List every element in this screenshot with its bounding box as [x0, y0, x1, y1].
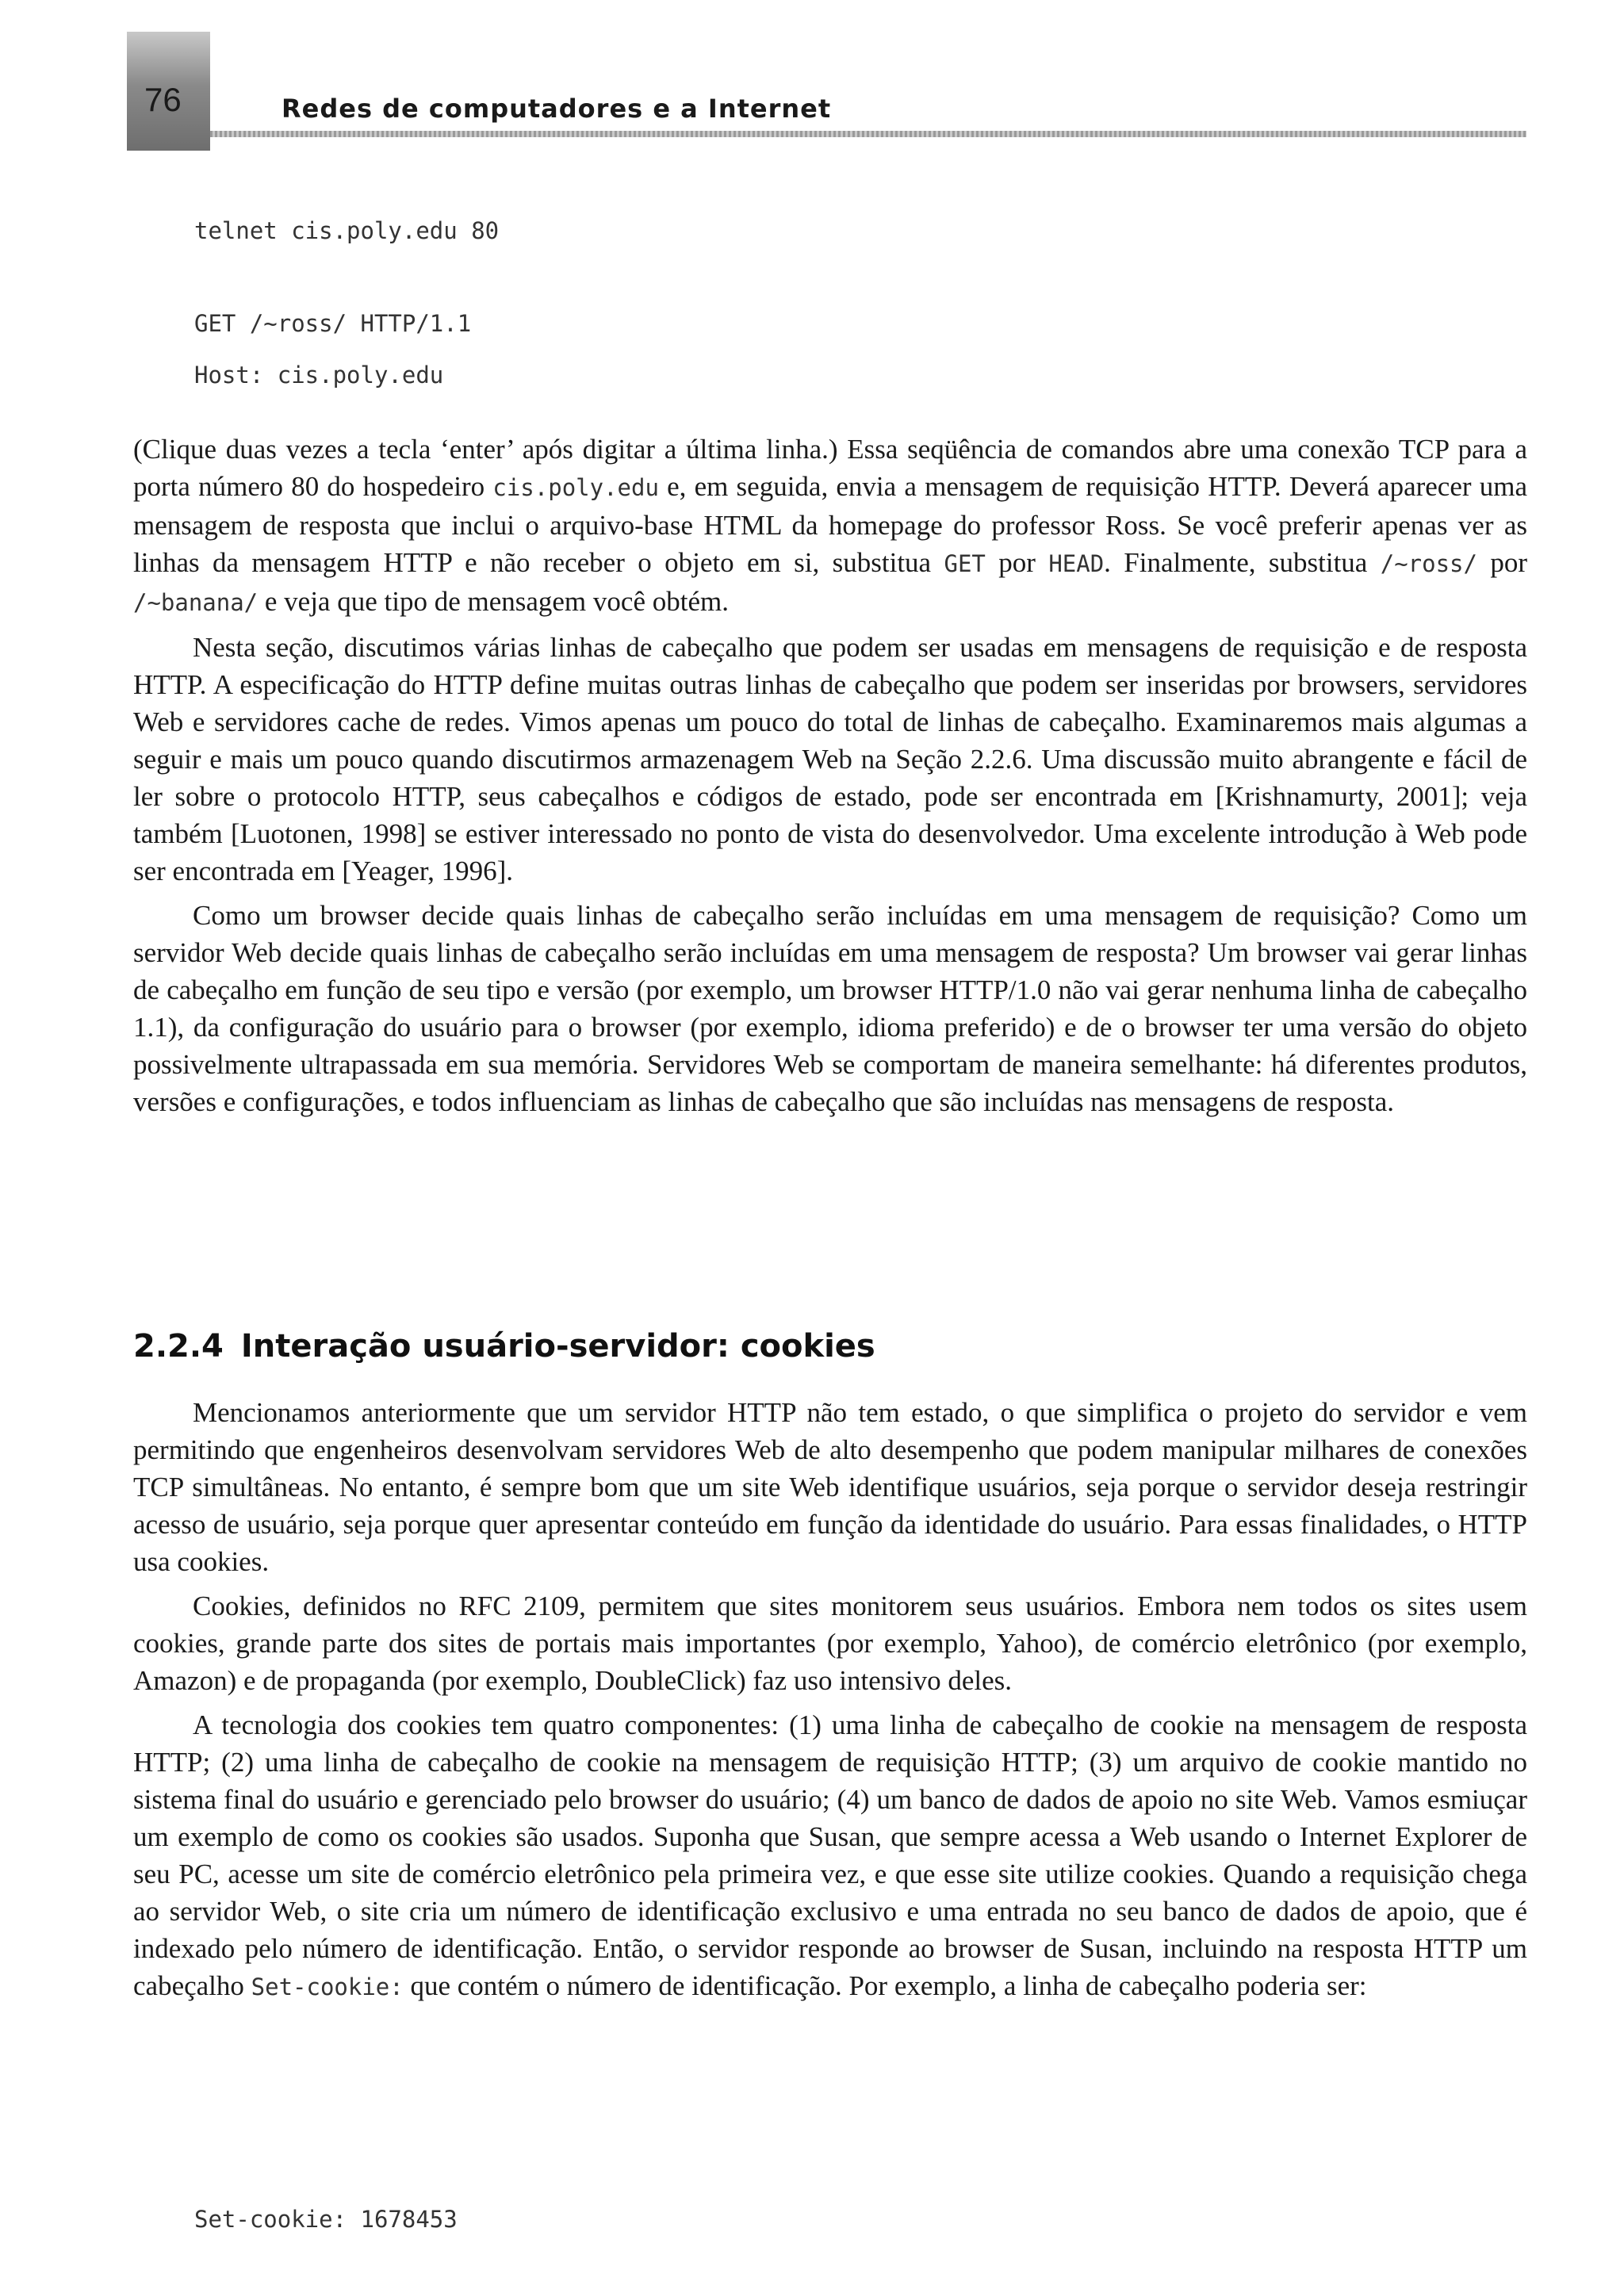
paragraph-telnet-explanation: (Clique duas vezes a tecla ‘enter’ após digitar a última linha.) Essa seqüência de comandos abre uma conexão TCP para a porta número 80 do hospedeiro cis.poly.edu e, em seguida, envia a mensagem de requisição HTTP. Deverá aparecer uma mensagem de resposta que inclui o arquivo-base HTML da homepage do professor Ross. Se você preferir apenas ver as linhas da mensagem HTTP e não receber o objeto em si, substitua GET por HEAD. Finalmente, substitua /~ross/ por /~banana/ e veja que tipo de mensagem você obtém.: [133, 434, 1527, 617]
body-text-upper: [133, 431, 1527, 1127]
paragraph-browser-decides: Como um browser decide quais linhas de cabeçalho serão incluídas em uma mensagem de requisição? Como um servidor Web decide quais linhas de cabeçalho serão incluídas em uma mensagem de resposta? Um browser vai gerar linhas de cabeçalho em função de seu tipo e versão (por exemplo, um browser HTTP/1.0 não vai gerar nenhuma linha de cabeçalho 1.1), da configuração do usuário para o browser (por exemplo, idioma preferido) e de o browser ter uma versão do objeto possivelmente ultrapassada em sua memória. Servidores Web se comportam de maneira semelhante: há diferentes produtos, versões e configurações, e todos influenciam as linhas de cabeçalho que são incluídas nas mensagens de resposta.: [133, 900, 1527, 1117]
code-line-get: GET /~ross/ HTTP/1.1: [194, 310, 472, 337]
section-number: 2.2.4: [133, 1328, 224, 1365]
page-number-tab: [127, 32, 210, 151]
paragraph-header-lines: Nesta seção, discutimos várias linhas de cabeçalho que podem ser usadas em mensagens de requisição e de resposta HTTP. A especificação do HTTP define muitas outras linhas de cabeçalho que podem ser inseridas por browsers, servidores Web e servidores cache de redes. Vimos apenas um pouco do total de linhas de cabeçalho. Examinaremos mais algumas a seguir e mais um pouco quando discutirmos armazenagem Web na Seção 2.2.6. Uma discussão muito abrangente e fácil de ler sobre o protocolo HTTP, seus cabeçalhos e códigos de estado, pode ser encontrada em [Krishnamurty, 2001]; veja também [Luotonen, 1998] se estiver interessado no ponto de vista do desenvolvedor. Uma excelente introdução à Web pode ser encontrada em [Yeager, 1996].: [133, 632, 1527, 886]
code-line-telnet: telnet cis.poly.edu 80: [194, 217, 500, 244]
inline-code: HEAD: [1048, 550, 1105, 577]
section-heading: [133, 1328, 875, 1365]
section-title: Interação usuário-servidor: cookies: [240, 1328, 875, 1365]
body-text-lower: [133, 1394, 1527, 2013]
running-title: Redes de computadores e a Internet: [282, 94, 832, 124]
inline-code: /~banana/: [133, 589, 259, 616]
inline-code: /~ross/: [1380, 550, 1477, 577]
paragraph-stateless-server: Mencionamos anteriormente que um servidor HTTP não tem estado, o que simplifica o projeto do servidor e vem permitindo que engenheiros desenvolvam servidores Web de alto desempenho que podem manipular milhares de conexões TCP simultâneas. No entanto, é sempre bom que um site Web identifique usuários, seja porque o servidor deseja restringir acesso de usuário, seja porque quer apresentar conteúdo em função da identidade do usuário. Para essas finalidades, o HTTP usa cookies.: [133, 1397, 1527, 1577]
code-line-host: Host: cis.poly.edu: [194, 362, 444, 389]
paragraph-cookie-components: A tecnologia dos cookies tem quatro componentes: (1) uma linha de cabeçalho de cookie na mensagem de resposta HTTP; (2) uma linha de cabeçalho de cookie na mensagem de requisição HTTP; (3) um arquivo de cookie mantido no sistema final do usuário e gerenciado pelo browser do usuário; (4) um banco de dados de apoio no site Web. Vamos esmiuçar um exemplo de como os cookies são usados. Suponha que Susan, que sempre acessa a Web usando o Internet Explorer de seu PC, acesse um site de comércio eletrônico pela primeira vez, e que esse site utilize cookies. Quando a requisição chega ao servidor Web, o site cria um número de identificação exclusivo e uma entrada no seu banco de dados de apoio, que é indexado pelo número de identificação. Então, o servidor responde ao browser de Susan, incluindo na resposta HTTP um cabeçalho Set-cookie: que contém o número de identificação. Por exemplo, a linha de cabeçalho poderia ser:: [133, 1709, 1527, 2001]
running-header: [127, 32, 1554, 151]
code-line-set-cookie: Set-cookie: 1678453: [194, 2206, 458, 2233]
header-rule: [210, 131, 1526, 137]
inline-code: Set-cookie:: [251, 1973, 404, 2000]
page-number: 76: [144, 81, 182, 118]
inline-code: GET: [944, 550, 986, 577]
inline-code: cis.poly.edu: [492, 474, 659, 501]
paragraph-cookies-rfc: Cookies, definidos no RFC 2109, permitem que sites monitorem seus usuários. Embora nem todos os sites usem cookies, grande parte dos sites de portais mais importantes (por exemplo, Yahoo), de comércio eletrônico (por exemplo, Amazon) e de propaganda (por exemplo, DoubleClick) faz uso intensivo deles.: [133, 1591, 1527, 1696]
